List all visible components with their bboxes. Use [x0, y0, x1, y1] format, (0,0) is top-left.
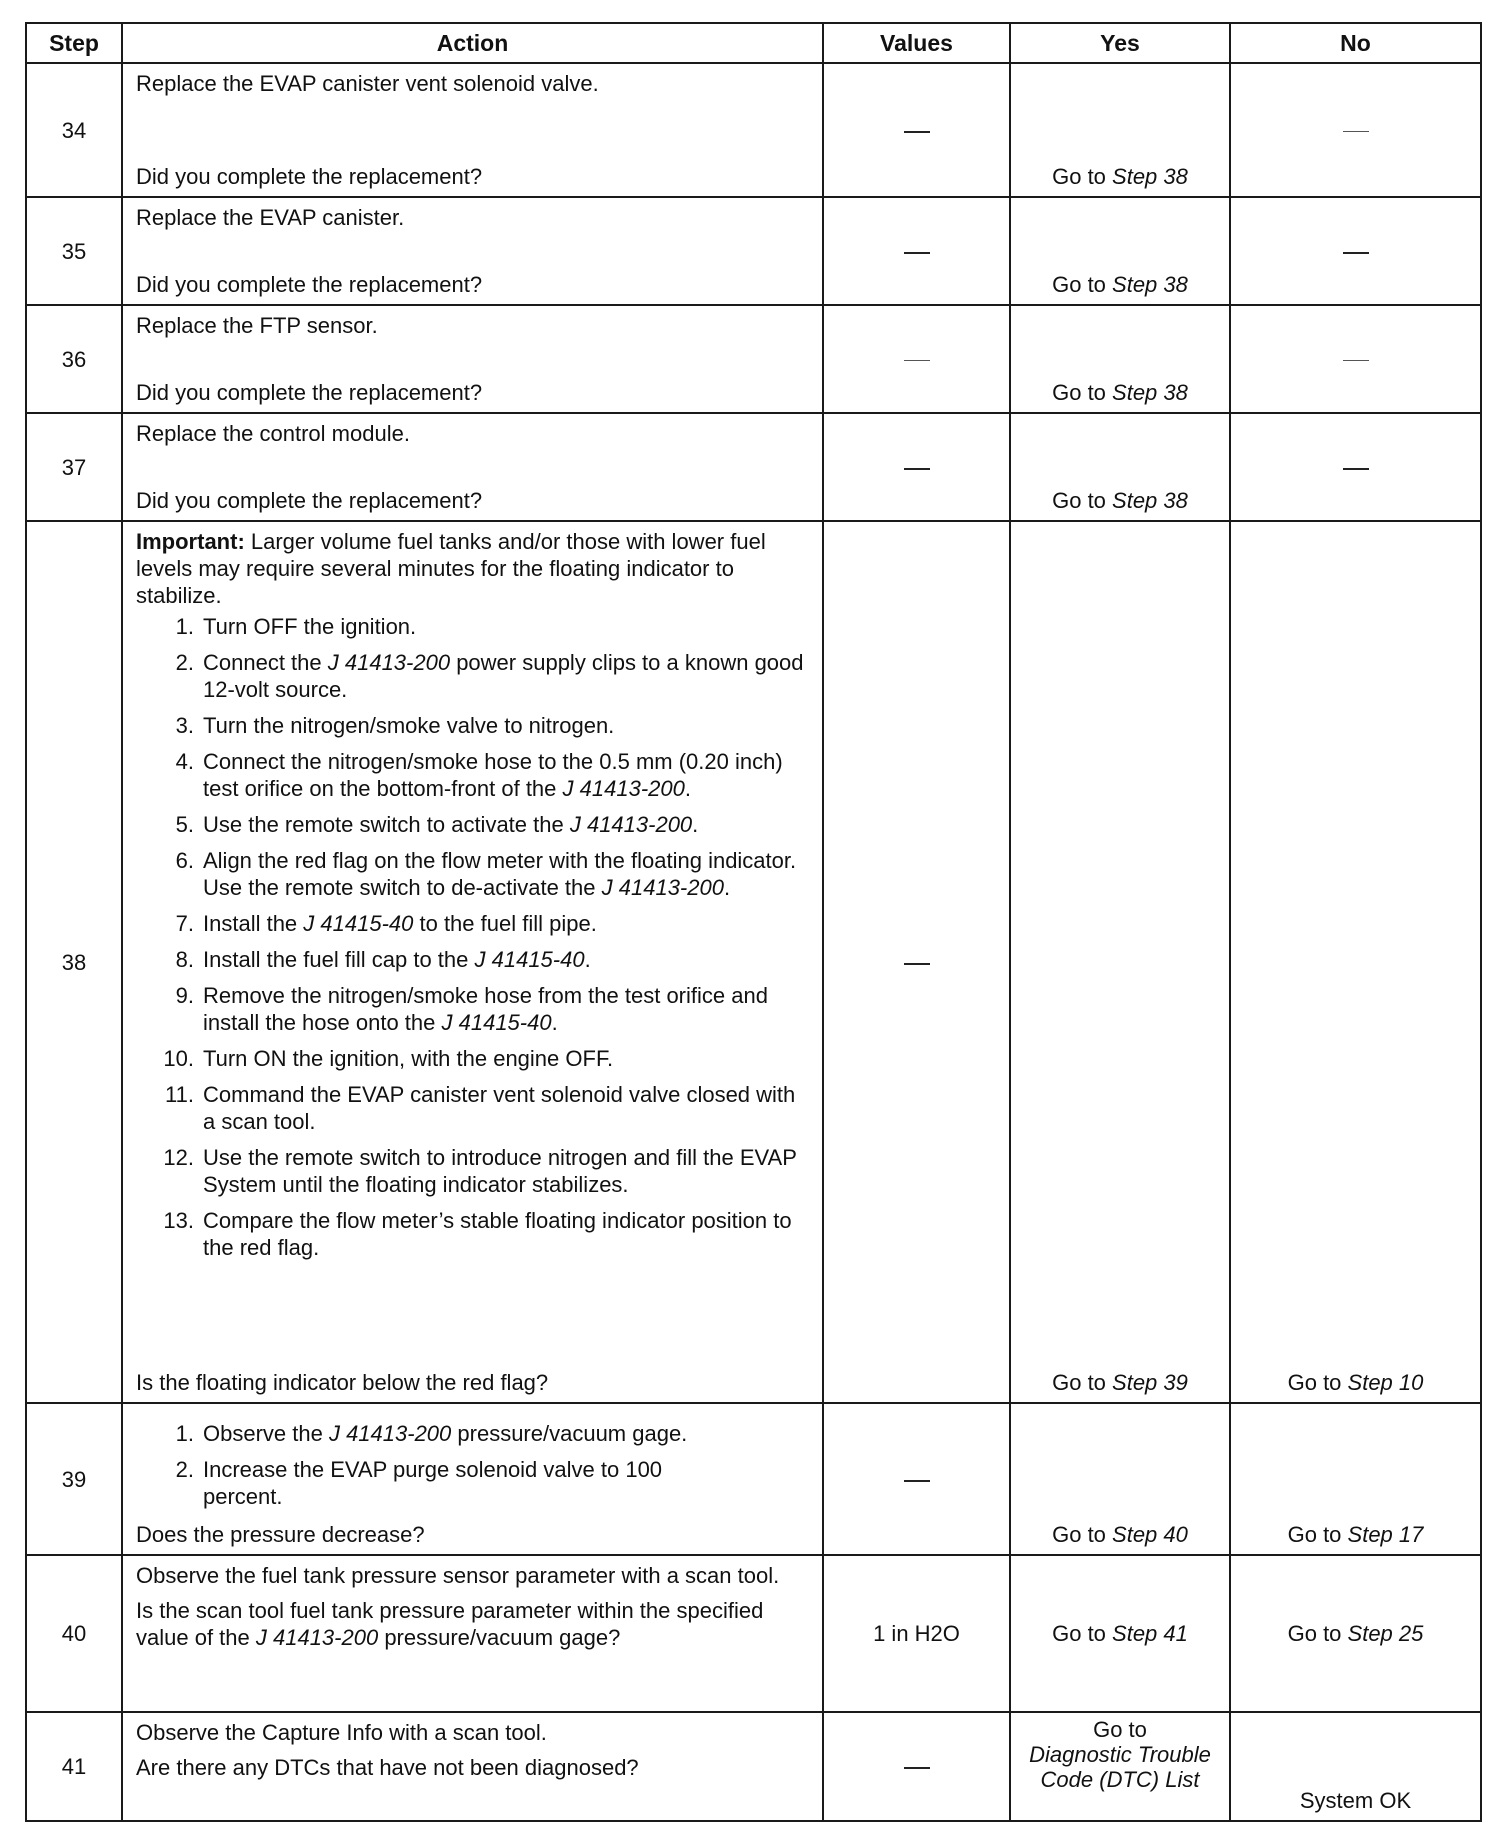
step-number: 37 — [26, 413, 122, 521]
tool-ref: J 41413-200 — [255, 1625, 379, 1650]
yes-prefix: Go to — [1052, 488, 1113, 513]
list-item — [136, 1144, 812, 1198]
dash-mark — [904, 1767, 930, 1769]
dash-mark — [904, 360, 930, 361]
item-text: Command the EVAP canister vent solenoid valve closed with a scan tool. — [203, 1082, 796, 1134]
question-text: pressure/vacuum gage? — [378, 1625, 621, 1650]
important-text: Larger volume fuel tanks and/or those with lower fuel levels may require several minutes for the floating indicator to stabilize. — [136, 529, 766, 608]
header-values: Values — [823, 23, 1010, 63]
question-text: Is the scan tool fuel tank pressure parameter within the specified value of the — [136, 1598, 764, 1650]
item-text: Align the red flag on the flow meter with the floating indicator. Use the remote switch to de-activate the — [203, 848, 797, 900]
values-cell — [823, 197, 1010, 305]
yes-prefix: Go to — [1052, 272, 1113, 297]
tool-ref: J 41415-40 — [303, 911, 414, 936]
header-no: No — [1230, 23, 1481, 63]
item-text: Connect the nitrogen/smoke hose to the 0.5 mm (0.20 inch) test orifice on the bottom-front of the — [203, 749, 783, 801]
header-row — [26, 23, 1481, 63]
yes-link[interactable]: Step 39 — [1112, 1370, 1188, 1395]
yes-link[interactable]: Step 38 — [1112, 488, 1188, 513]
action-text: Observe the fuel tank pressure sensor parameter with a scan tool. — [136, 1563, 780, 1588]
action-cell — [122, 413, 823, 521]
action-text: Replace the EVAP canister. — [136, 205, 405, 230]
item-text: . — [692, 812, 699, 837]
values-cell — [823, 305, 1010, 413]
item-text: . — [684, 776, 691, 801]
action-question: Did you complete the replacement? — [136, 380, 483, 405]
no-link[interactable]: Step 10 — [1347, 1370, 1424, 1395]
dash-mark — [904, 252, 930, 254]
list-item — [136, 910, 812, 937]
item-text: Compare the flow meter’s stable floating indicator position to the red flag. — [203, 1208, 792, 1260]
action-cell — [122, 63, 823, 197]
action-question: Did you complete the replacement? — [136, 164, 483, 189]
no-cell — [1230, 1555, 1481, 1712]
yes-cell — [1010, 1555, 1230, 1712]
values-cell — [823, 521, 1010, 1403]
step-number: 34 — [26, 63, 122, 197]
action-question: Did you complete the replacement? — [136, 488, 483, 513]
action-question: Are there any DTCs that have not been diagnosed? — [136, 1755, 639, 1780]
item-text: Use the remote switch to activate the — [203, 812, 570, 837]
yes-cell — [1010, 1403, 1230, 1555]
item-text: Install the — [203, 911, 304, 936]
list-item — [136, 748, 812, 802]
item-text: Increase the EVAP purge solenoid valve to 100 percent. — [203, 1457, 663, 1509]
tool-ref: J 41415-40 — [441, 1010, 552, 1035]
no-cell — [1230, 413, 1481, 521]
action-cell — [122, 305, 823, 413]
item-text: Turn OFF the ignition. — [203, 614, 417, 639]
item-number: 9. — [175, 983, 194, 1008]
table-row — [26, 413, 1481, 521]
action-question: Is the floating indicator below the red flag? — [136, 1370, 549, 1395]
yes-cell — [1010, 413, 1230, 521]
action-cell — [122, 1712, 823, 1821]
item-number: 3. — [175, 713, 194, 738]
table-row — [26, 305, 1481, 413]
step-number: 41 — [26, 1712, 122, 1821]
list-item — [136, 712, 812, 739]
list-item — [136, 1420, 812, 1447]
dash-mark — [1343, 468, 1369, 470]
item-number: 12. — [163, 1145, 194, 1170]
item-number: 11. — [165, 1082, 194, 1107]
item-number: 1. — [175, 1421, 194, 1446]
diagnostic-table — [25, 22, 1482, 1822]
action-cell — [122, 1403, 823, 1555]
action-cell — [122, 521, 823, 1403]
list-item — [136, 1456, 812, 1510]
list-item — [136, 811, 812, 838]
tool-ref: J 41413-200 — [601, 875, 724, 900]
tool-ref: J 41413-200 — [569, 812, 693, 837]
values-cell — [823, 63, 1010, 197]
action-question — [136, 1597, 812, 1651]
table-row — [26, 521, 1481, 1403]
step-number: 40 — [26, 1555, 122, 1712]
yes-prefix: Go to — [1052, 1522, 1113, 1547]
item-number: 10. — [163, 1046, 194, 1071]
list-item — [136, 847, 812, 901]
item-text: . — [723, 875, 731, 900]
yes-cell — [1010, 63, 1230, 197]
item-text: Turn ON the ignition, with the engine OFF. — [203, 1046, 614, 1071]
table-row — [26, 197, 1481, 305]
item-number: 7. — [175, 911, 194, 936]
table-row — [26, 1403, 1481, 1555]
step-number: 35 — [26, 197, 122, 305]
action-question: Does the pressure decrease? — [136, 1522, 425, 1547]
tool-ref: J 41413-200 — [562, 776, 685, 801]
no-cell — [1230, 63, 1481, 197]
item-number: 2. — [175, 1457, 194, 1482]
step-number: 39 — [26, 1403, 122, 1555]
list-item — [136, 946, 812, 973]
item-text: . — [551, 1010, 558, 1035]
dash-mark — [904, 963, 930, 965]
yes-cell — [1010, 305, 1230, 413]
item-text: Connect the — [203, 650, 328, 675]
item-text: pressure/vacuum gage. — [451, 1421, 688, 1446]
no-cell — [1230, 305, 1481, 413]
values-cell — [823, 1712, 1010, 1821]
yes-cell — [1010, 1712, 1230, 1821]
item-text: power supply clips to a known good 12-volt source. — [203, 650, 804, 702]
item-text: . — [584, 947, 591, 972]
important-note — [136, 528, 812, 609]
no-prefix: Go to — [1287, 1621, 1348, 1646]
no-cell — [1230, 197, 1481, 305]
values-cell: 1 in H2O — [823, 1555, 1010, 1712]
item-text: to the fuel fill pipe. — [413, 911, 597, 936]
header-action: Action — [122, 23, 823, 63]
values-cell — [823, 1403, 1010, 1555]
table-row — [26, 1555, 1481, 1712]
header-yes: Yes — [1010, 23, 1230, 63]
dash-mark — [904, 468, 930, 470]
no-link[interactable]: Step 25 — [1347, 1621, 1424, 1646]
item-number: 13. — [163, 1208, 194, 1233]
dash-mark — [904, 131, 930, 133]
header-step: Step — [26, 23, 122, 63]
yes-prefix: Go to — [1052, 1370, 1113, 1395]
item-text: Use the remote switch to introduce nitrogen and fill the EVAP System until the floating indicator stabilizes. — [203, 1145, 797, 1197]
item-text: Observe the — [203, 1421, 329, 1446]
procedure-list — [136, 1420, 812, 1519]
list-item — [136, 1081, 812, 1135]
no-prefix: Go to — [1287, 1522, 1348, 1547]
item-number: 6. — [175, 848, 194, 873]
tool-ref: J 41413-200 — [327, 650, 451, 675]
yes-link[interactable]: Step 38 — [1112, 380, 1188, 405]
no-prefix: Go to — [1287, 1370, 1348, 1395]
step-number: 36 — [26, 305, 122, 413]
no-cell: System OK — [1230, 1712, 1481, 1821]
action-text: Replace the EVAP canister vent solenoid valve. — [136, 71, 599, 96]
yes-link[interactable]: Step 40 — [1112, 1522, 1188, 1547]
list-item — [136, 1045, 812, 1072]
list-item — [136, 982, 812, 1036]
tool-ref: J 41415-40 — [474, 947, 585, 972]
action-text: Replace the FTP sensor. — [136, 313, 378, 338]
action-cell — [122, 1555, 823, 1712]
action-cell — [122, 197, 823, 305]
yes-prefix: Go to — [1052, 164, 1113, 189]
dash-mark — [1343, 252, 1369, 254]
yes-link[interactable]: Diagnostic Trouble Code (DTC) List — [1029, 1742, 1211, 1792]
no-link[interactable]: Step 17 — [1347, 1522, 1424, 1547]
yes-link[interactable]: Step 38 — [1112, 164, 1188, 189]
item-text: Install the fuel fill cap to the — [203, 947, 475, 972]
dash-mark — [904, 1480, 930, 1482]
item-number: 2. — [175, 650, 194, 675]
list-item — [136, 1207, 812, 1261]
tool-ref: J 41413-200 — [328, 1421, 452, 1446]
dash-mark — [1343, 360, 1369, 361]
list-item — [136, 613, 812, 640]
yes-prefix: Go to — [1093, 1717, 1147, 1742]
table-row — [26, 63, 1481, 197]
action-text: Observe the Capture Info with a scan tool. — [136, 1720, 547, 1745]
item-number: 1. — [175, 614, 194, 639]
item-text: Turn the nitrogen/smoke valve to nitrogen. — [203, 713, 615, 738]
item-number: 8. — [175, 947, 194, 972]
action-text: Replace the control module. — [136, 421, 410, 446]
procedure-list — [136, 613, 812, 1261]
important-label: Important: — [136, 529, 245, 554]
yes-link[interactable]: Step 41 — [1112, 1621, 1188, 1646]
yes-prefix: Go to — [1052, 380, 1113, 405]
item-text: Remove the nitrogen/smoke hose from the test orifice and install the hose onto the — [203, 983, 768, 1035]
yes-link[interactable]: Step 38 — [1112, 272, 1188, 297]
yes-cell — [1010, 521, 1230, 1403]
dash-mark — [1343, 131, 1369, 132]
item-number: 4. — [175, 749, 194, 774]
yes-cell — [1010, 197, 1230, 305]
no-cell — [1230, 521, 1481, 1403]
item-number: 5. — [175, 812, 194, 837]
table-row — [26, 1712, 1481, 1821]
no-cell — [1230, 1403, 1481, 1555]
yes-prefix: Go to — [1052, 1621, 1113, 1646]
step-number: 38 — [26, 521, 122, 1403]
values-cell — [823, 413, 1010, 521]
list-item — [136, 649, 812, 703]
action-question: Did you complete the replacement? — [136, 272, 483, 297]
